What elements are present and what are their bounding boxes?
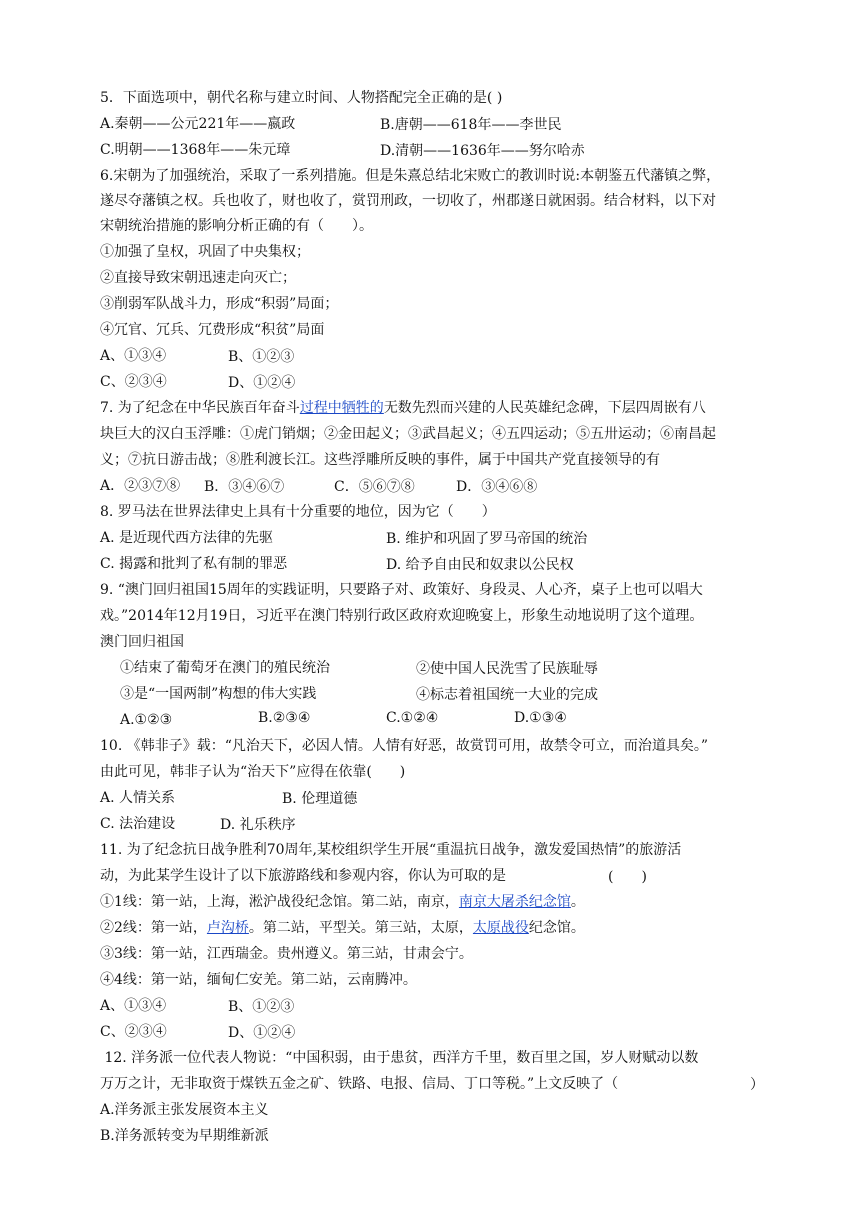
q11-route-2-pre: ②2线：第一站，	[100, 920, 207, 936]
q6-option-b: B、①②③	[228, 349, 295, 365]
q12-stem-line1: 12. 洋务派一位代表人物说：“中国积弱，由于患贫，西洋方千里，数百里之国，岁人财赋动以数	[100, 1050, 699, 1066]
q6-item-2: ②直接导致宋朝迅速走向灭亡；	[100, 270, 296, 286]
q9-item-1: ①结束了葡萄牙在澳门的殖民统治	[120, 660, 330, 676]
q9-option-a: A.①②③	[120, 712, 173, 728]
q11-link-nanjing-memorial[interactable]: 南京大屠杀纪念馆	[458, 894, 571, 910]
q9-stem-line3: 澳门回归祖国	[100, 634, 184, 650]
q11-answer-paren: ( )	[608, 869, 647, 885]
q12-option-a: A.洋务派主张发展资本主义	[100, 1102, 269, 1118]
q11-option-b: B、①②③	[228, 999, 295, 1015]
q11-link-taiyuan-battle[interactable]: 太原战役	[472, 920, 529, 936]
q11-option-d: D、①②④	[228, 1025, 296, 1041]
q8-option-b: B. 维护和巩固了罗马帝国的统治	[386, 531, 588, 547]
q12-answer-paren: ）	[750, 1077, 764, 1093]
q12-option-b: B.洋务派转变为早期维新派	[100, 1128, 269, 1144]
q11-route-2-post: 纪念馆。	[528, 920, 585, 936]
q9-option-b: B.②③④	[258, 710, 311, 726]
q11-route-4: ④4线：第一站，缅甸仁安羌。第二站，云南腾冲。	[100, 972, 417, 988]
q5-option-c: C.明朝——1368年——朱元璋	[100, 142, 291, 158]
q6-option-c: C、②③④	[100, 374, 167, 390]
q6-option-a: A、①③④	[100, 348, 167, 364]
q7-option-c: C．⑤⑥⑦⑧	[334, 479, 415, 495]
q12-stem-line2: 万万之计，无非取资于煤铁五金之矿、铁路、电报、信局、丁口等税。”上文反映了（	[100, 1076, 619, 1092]
q10-option-c: C. 法治建设	[100, 816, 176, 832]
q8-option-c: C. 揭露和批判了私有制的罪恶	[100, 556, 288, 572]
q11-route-1-pre: ①1线：第一站，上海，淞沪战役纪念馆。第二站，南京，	[100, 894, 459, 910]
q11-route-3: ③3线：第一站，江西瑞金。贵州遵义。第三站，甘肃会宁。	[100, 946, 473, 962]
q11-route-1-post: 。	[570, 894, 585, 910]
q7-link-sacrifice[interactable]: 过程中牺牲的	[299, 400, 384, 416]
q9-option-c: C.①②④	[386, 710, 439, 726]
q6-item-1: ①加强了皇权，巩固了中央集权；	[100, 244, 310, 260]
q7-stem-line2: 块巨大的汉白玉浮雕：①虎门销烟；②金田起义；③武昌起义；④五四运动；⑤五卅运动；⑥南昌起	[100, 426, 716, 442]
q7-stem-line1	[100, 398, 706, 418]
q11-route-1	[100, 892, 585, 912]
q8-stem: 8. 罗马法在世界法律史上具有十分重要的地位，因为它（ ）	[100, 504, 496, 520]
q7-option-b: B．③④⑥⑦	[204, 479, 285, 495]
q10-option-a: A. 人情关系	[100, 790, 176, 806]
q11-option-a: A、①③④	[100, 998, 167, 1014]
q10-stem-line2: 由此可见，韩非子认为“治天下”应得在依靠( )	[100, 764, 406, 780]
q9-item-2: ②使中国人民洗雪了民族耻辱	[416, 661, 598, 677]
q6-stem-line1: 6.宋朝为了加强统治，采取了一系列措施。但是朱熹总结北宋败亡的教训时说:本朝鉴五代藩镇之弊，	[100, 168, 721, 184]
q5-option-a: A.秦朝——公元221年——嬴政	[100, 116, 296, 132]
q11-stem-line1: 11. 为了纪念抗日战争胜利70周年,某校组织学生开展“重温抗日战争，激发爱国热情”的旅游活	[100, 842, 682, 858]
q6-stem-line2: 遂尽夺藩镇之权。兵也收了，财也收了，赏罚刑政，一切收了，州郡遂日就困弱。结合材料，以下对	[100, 193, 716, 209]
q10-stem-line1: 10. 《韩非子》载：“凡治天下，必因人情。人情有好恶，故赏罚可用，故禁令可立，而治道具矣。”	[100, 738, 709, 754]
q6-item-4: ④冗官、冗兵、冗费形成“积贫”局面	[100, 322, 325, 338]
q10-option-b: B. 伦理道德	[282, 791, 358, 807]
q6-stem-line3: 宋朝统治措施的影响分析正确的有（ ）。	[100, 218, 373, 234]
q9-stem-line2: 戏。”2014年12月19日，习近平在澳门特别行政区政府欢迎晚宴上，形象生动地说明了这个道理。	[100, 608, 704, 624]
q8-option-a: A. 是近现代西方法律的先驱	[100, 530, 274, 546]
q7-stem-post: 无数先烈而兴建的人民英雄纪念碑，下层四周嵌有八	[383, 400, 706, 416]
q11-route-2	[100, 918, 585, 938]
q6-item-3: ③削弱军队战斗力，形成“积弱”局面；	[100, 296, 339, 312]
q7-stem-pre: 7. 为了纪念在中华民族百年奋斗	[100, 400, 300, 416]
q9-item-4: ④标志着祖国统一大业的完成	[416, 687, 598, 703]
q5-option-d: D.清朝——1636年——努尔哈赤	[380, 143, 585, 159]
q5-option-b: B.唐朝——618年——李世民	[380, 117, 562, 133]
q7-option-a: A．②③⑦⑧	[100, 478, 181, 494]
q5-stem: 5．下面选项中，朝代名称与建立时间、人物搭配完全正确的是( )	[100, 90, 503, 106]
q9-option-d: D.①③④	[514, 710, 567, 726]
q7-option-d: D．③④⑥⑧	[456, 479, 538, 495]
q7-stem-line3: 义；⑦抗日游击战；⑧胜利渡长江。这些浮雕所反映的事件，属于中国共产党直接领导的有	[100, 452, 660, 468]
q9-stem-line1: 9. “澳门回归祖国15周年的实践证明，只要路子对、政策好、身段灵、人心齐，桌子上也可以唱大	[100, 582, 703, 598]
q10-option-d: D. 礼乐秩序	[220, 817, 296, 833]
q11-link-lugou-bridge[interactable]: 卢沟桥	[206, 920, 249, 936]
q11-stem-line2: 动，为此某学生设计了以下旅游路线和参观内容，你认为可取的是	[100, 868, 506, 884]
q6-option-d: D、①②④	[228, 375, 296, 391]
q9-item-3: ③是“一国两制”构想的伟大实践	[120, 686, 317, 702]
q11-option-c: C、②③④	[100, 1024, 167, 1040]
q11-route-2-mid: 。第二站，平型关。第三站，太原，	[248, 920, 473, 936]
q8-option-d: D. 给予自由民和奴隶以公民权	[386, 557, 574, 573]
